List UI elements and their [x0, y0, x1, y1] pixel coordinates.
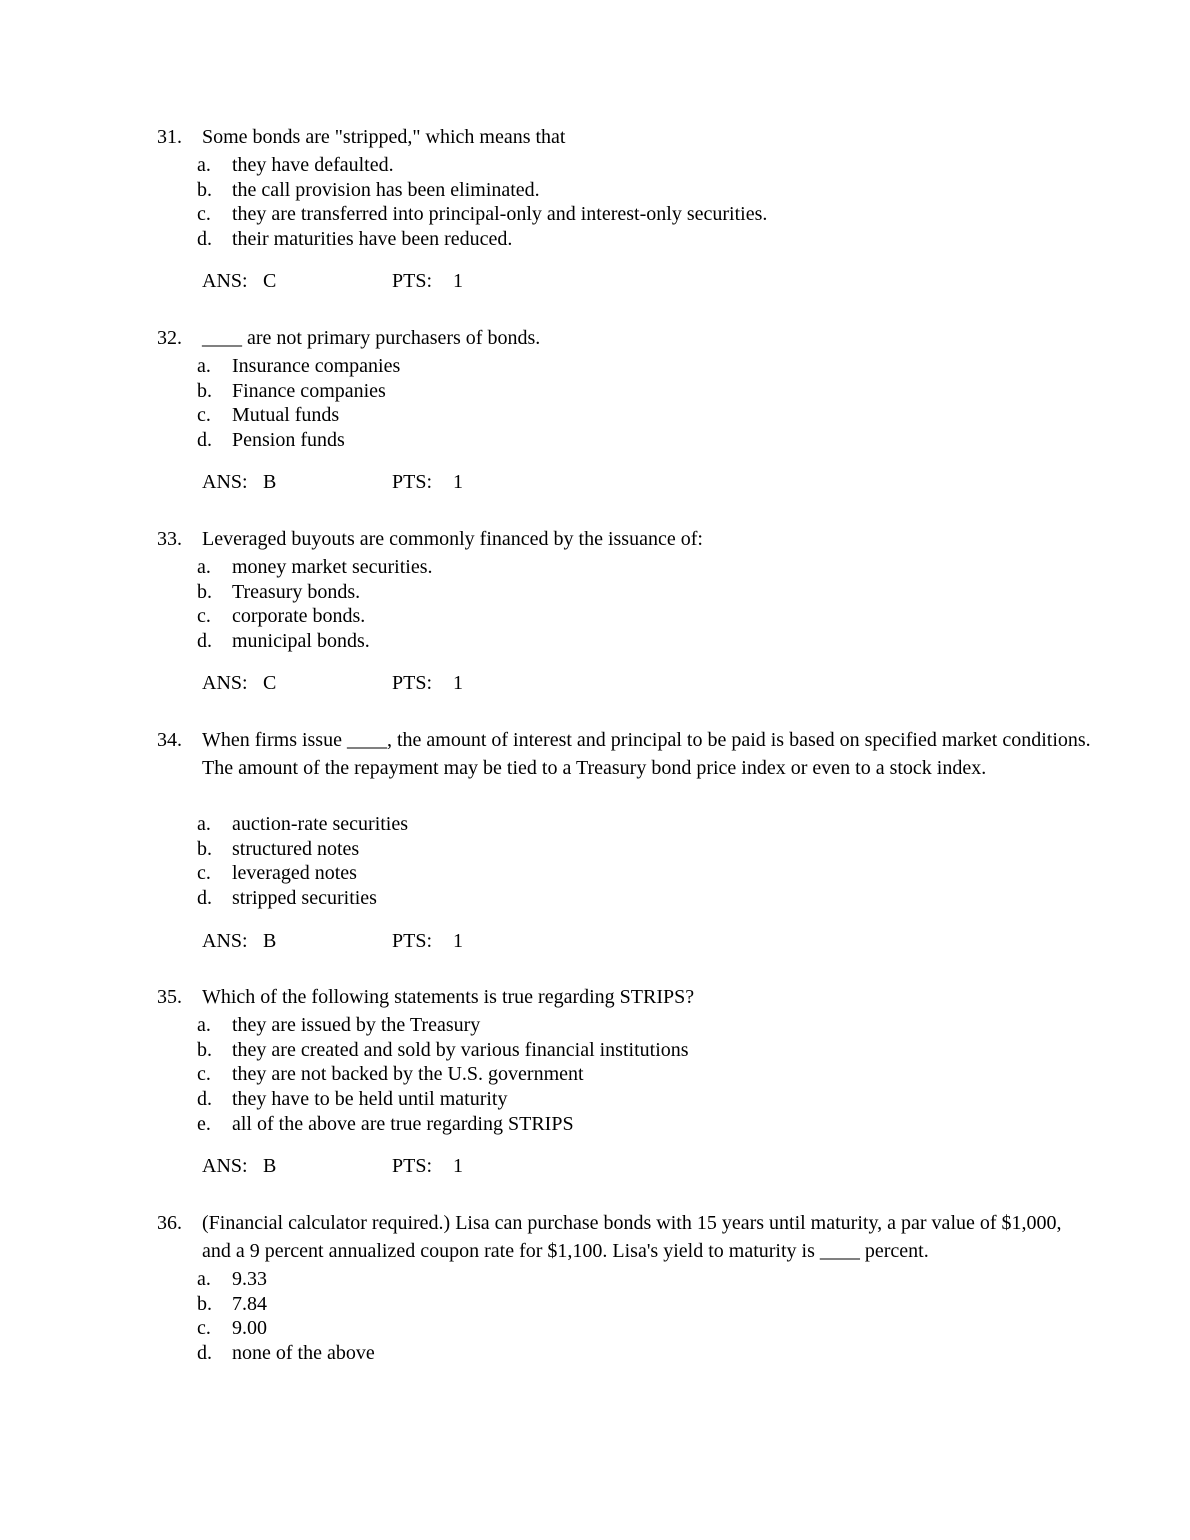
option-letter: d. [197, 1088, 212, 1110]
question-stem: Leveraged buyouts are commonly financed by the issuance of: [202, 528, 703, 550]
option-text: 9.33 [232, 1268, 267, 1290]
option-text: they have to be held until maturity [232, 1088, 508, 1110]
points-label: PTS: [392, 1155, 433, 1177]
option-text: their maturities have been reduced. [232, 228, 513, 250]
option-text: Treasury bonds. [232, 581, 361, 603]
option-letter: b. [197, 1039, 212, 1061]
answer-row [0, 928, 1190, 954]
option-letter: b. [197, 581, 212, 603]
option-letter: a. [197, 1014, 211, 1036]
option-letter: c. [197, 862, 211, 884]
option-text: Insurance companies [232, 355, 401, 377]
option-c [0, 861, 1190, 886]
answer-value: C [263, 672, 277, 694]
option-letter: a. [197, 813, 211, 835]
answer-row [0, 1153, 1190, 1179]
option-text: they are issued by the Treasury [232, 1014, 481, 1036]
question-stem: When firms issue ____, the amount of interest and principal to be paid is based on specified market conditions. The amount of the repayment may be tied to a Treasury bond price index or even to a stock index. [202, 729, 1091, 779]
option-b [0, 178, 1190, 203]
option-text: the call provision has been eliminated. [232, 179, 540, 201]
points-value: 1 [453, 930, 463, 952]
option-d [0, 1087, 1190, 1112]
points-label: PTS: [392, 471, 433, 493]
option-text: leveraged notes [232, 862, 357, 884]
option-d [0, 1341, 1190, 1366]
option-letter: e. [197, 1113, 211, 1135]
option-text: auction-rate securities [232, 813, 409, 835]
option-letter: d. [197, 887, 212, 909]
option-b [0, 837, 1190, 862]
option-c [0, 202, 1190, 227]
option-letter: b. [197, 380, 212, 402]
answer-label: ANS: [202, 270, 248, 292]
answer-value: B [263, 1155, 277, 1177]
points-value: 1 [453, 672, 463, 694]
option-letter: d. [197, 228, 212, 250]
option-letter: c. [197, 1063, 211, 1085]
answer-label: ANS: [202, 930, 248, 952]
option-letter: c. [197, 1317, 211, 1339]
option-letter: c. [197, 203, 211, 225]
points-label: PTS: [392, 672, 433, 694]
points-value: 1 [453, 471, 463, 493]
option-text: they have defaulted. [232, 154, 394, 176]
points-value: 1 [453, 1155, 463, 1177]
option-b [0, 1038, 1190, 1063]
answer-row [0, 670, 1190, 696]
option-e [0, 1112, 1190, 1137]
option-a [0, 1013, 1190, 1038]
question-stem: ____ are not primary purchasers of bonds. [202, 327, 541, 349]
option-text: corporate bonds. [232, 605, 366, 627]
points-label: PTS: [392, 270, 433, 292]
option-a [0, 555, 1190, 580]
question-number: 32. [157, 327, 182, 349]
option-d [0, 886, 1190, 911]
option-text: all of the above are true regarding STRIPS [232, 1113, 574, 1135]
option-d [0, 428, 1190, 453]
option-b [0, 379, 1190, 404]
option-text: they are transferred into principal-only and interest-only securities. [232, 203, 768, 225]
question-number: 33. [157, 528, 182, 550]
option-c [0, 604, 1190, 629]
question-number: 36. [157, 1212, 182, 1234]
option-letter: b. [197, 1293, 212, 1315]
option-letter: c. [197, 404, 211, 426]
question-stem: Which of the following statements is true regarding STRIPS? [202, 986, 695, 1008]
answer-value: B [263, 930, 277, 952]
answer-label: ANS: [202, 672, 248, 694]
answer-value: C [263, 270, 277, 292]
question-stem: (Financial calculator required.) Lisa can purchase bonds with 15 years until maturity, a par value of $1,000, and a 9 percent annualized coupon rate for $1,100. Lisa's yield to maturity is ____ percent. [202, 1212, 1062, 1262]
option-text: 7.84 [232, 1293, 267, 1315]
option-text: none of the above [232, 1342, 375, 1364]
option-d [0, 629, 1190, 654]
answer-value: B [263, 471, 277, 493]
option-c [0, 403, 1190, 428]
option-c [0, 1062, 1190, 1087]
points-label: PTS: [392, 930, 433, 952]
answer-row [0, 268, 1190, 294]
option-letter: d. [197, 630, 212, 652]
option-b [0, 1292, 1190, 1317]
option-text: Finance companies [232, 380, 386, 402]
option-letter: a. [197, 556, 211, 578]
option-text: they are created and sold by various financial institutions [232, 1039, 689, 1061]
option-text: they are not backed by the U.S. government [232, 1063, 584, 1085]
option-letter: a. [197, 154, 211, 176]
option-text: 9.00 [232, 1317, 267, 1339]
question-number: 34. [157, 729, 182, 751]
answer-row [0, 469, 1190, 495]
option-text: municipal bonds. [232, 630, 370, 652]
option-a [0, 153, 1190, 178]
option-letter: c. [197, 605, 211, 627]
option-a [0, 1267, 1190, 1292]
option-letter: b. [197, 179, 212, 201]
option-d [0, 227, 1190, 252]
option-text: structured notes [232, 838, 360, 860]
option-text: stripped securities [232, 887, 377, 909]
option-letter: d. [197, 1342, 212, 1364]
question-number: 31. [157, 126, 182, 148]
answer-label: ANS: [202, 471, 248, 493]
question-number: 35. [157, 986, 182, 1008]
points-value: 1 [453, 270, 463, 292]
option-text: Mutual funds [232, 404, 340, 426]
question-stem: Some bonds are "stripped," which means that [202, 126, 566, 148]
option-a [0, 354, 1190, 379]
option-text: money market securities. [232, 556, 433, 578]
answer-label: ANS: [202, 1155, 248, 1177]
option-c [0, 1316, 1190, 1341]
option-text: Pension funds [232, 429, 345, 451]
option-letter: d. [197, 429, 212, 451]
option-a [0, 812, 1190, 837]
option-letter: a. [197, 1268, 211, 1290]
option-letter: a. [197, 355, 211, 377]
option-b [0, 580, 1190, 605]
option-letter: b. [197, 838, 212, 860]
